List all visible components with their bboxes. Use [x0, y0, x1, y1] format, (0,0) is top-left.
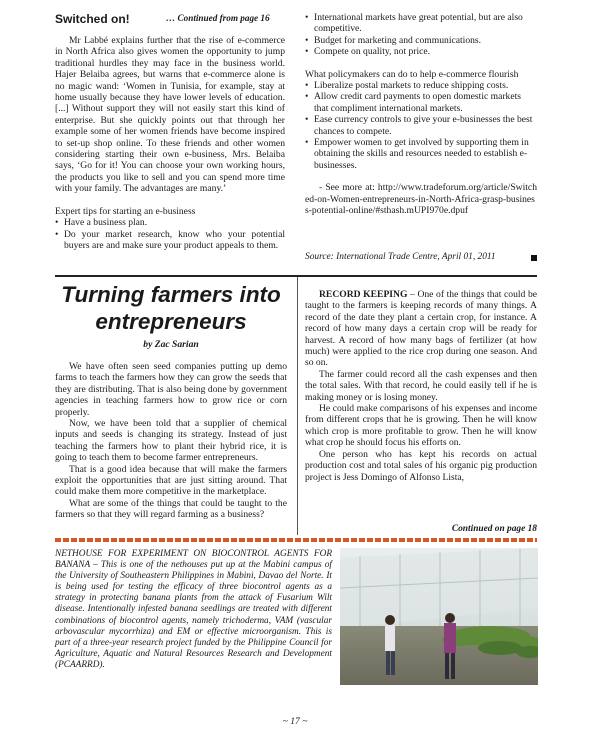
- article-title: Switched on!: [55, 12, 130, 26]
- feature-title: Turning farmers into entrepreneurs: [61, 282, 281, 334]
- byline: by Zac Sarian: [143, 339, 199, 350]
- tip-item-text: Do your market research, know who your potential buyers are and make sure your product appeals to them.: [64, 228, 285, 251]
- body-paragraph: [305, 289, 537, 369]
- subhead: RECORD KEEPING: [319, 289, 408, 300]
- end-mark-icon: [531, 255, 537, 261]
- policy-item: • Empower women to get involved by supporting them in obtaining the skills and resources needed to establish e-businesses.: [305, 137, 537, 171]
- source-text: Source: International Trade Centre, April 01, 2011: [305, 252, 496, 262]
- section-divider: [55, 275, 537, 277]
- article-column-1: [55, 35, 285, 251]
- body-paragraph: That is a good idea because that will make the farmers exploit the opportunities that are just sitting around. That could make them more competitive in the marketplace.: [55, 463, 287, 498]
- page-number: ~ 17 ~: [282, 716, 308, 727]
- tip-item: • Budget for marketing and communications.: [305, 35, 537, 46]
- feature-column-1: [55, 361, 287, 521]
- body-paragraph: The farmer could record all the cash expenses and then the total sales. With that record, he could easily tell if he is making money or is losing money.: [305, 368, 537, 403]
- tips-heading: Expert tips for starting an e-business: [55, 205, 196, 217]
- source-line: [305, 252, 537, 262]
- continued-from-label: … Continued from page 16: [166, 13, 270, 23]
- tip-item: [55, 229, 285, 252]
- photo-caption: NETHOUSE FOR EXPERIMENT ON BIOCONTROL AGENTS FOR BANANA – This is one of the nethouses put up at the Mabini campus of the University of Southeastern Philippines in Mabini, Davao del Norte. It is being used for testing the efficacy of three biocontrol agents as a strategy in protecting banana plants from the attack of Fusarium Wilt disease. Intentionally infested banana seedlings are treated with different combinations of biocontrol agents, namely trichoderma, VAM (vascular arbovascular mycorrhiza) and EM or effective microorganism. This is part of a three-year research project funded by the Philippine Council for Agriculture, Aquatic and Natural Resources Research and Development (PCAARRD).: [55, 549, 332, 670]
- dashed-divider: [55, 538, 537, 542]
- policy-item: • Allow credit card payments to open domestic markets that compliment international markets.: [305, 91, 537, 114]
- policy-item: • Ease currency controls to give your e-businesses the best chances to compete.: [305, 114, 537, 137]
- see-more-link[interactable]: - See more at: http://www.tradeforum.org/article/Switched-on-Women-entrepreneurs-in-North-Africa-grasp-business-potential-online/#sthash.mUPI970e.dpuf: [305, 182, 537, 217]
- column-divider: [297, 277, 298, 535]
- body-paragraph: What are some of the things that could be taught to the farmers so that they will regard farming as a business?: [55, 497, 287, 521]
- policy-item: • Liberalize postal markets to reduce shipping costs.: [305, 80, 537, 91]
- body-paragraph: Mr Labbé explains further that the rise of e-commerce in North Africa also gives women the opportunity to jump traditional hurdles they may face in the business world. Hajer Belaiba agrees, but warns that e-commerce alone is no magic wand: ‘Women in Tunisia, for example, stay at home usually because they have lower levels of education. [...] Without support they will not easily start this kind of enterprise. But she quickly points out that through her example some of her women friends have become inspired to set-up shop online. To these friends and other women considering starting their own e-business, Mrs. Belaiba says, ‘Go for it! You can choose your own working hours, the products you like to sell and you can spend more time with your family. The advantages are many.’: [55, 35, 285, 195]
- tip-item: • International markets have great potential, but are also competitive.: [305, 12, 537, 35]
- continued-on-label: Continued on page 18: [451, 524, 537, 534]
- nethouse-photo: [340, 548, 538, 685]
- subhead-text: – One of the things that could be taught to the farmers is keeping records of many things. A record of the date they plant a certain crop, for instance. A record of how many days a certain crop will be ready for harvest. A record of how many bags of fertilizer (at how much) were applied to the rice crop during one season. And so on.: [305, 289, 538, 369]
- article-column-2: [305, 12, 537, 217]
- body-paragraph: We have often seen seed companies putting up demo farms to teach the farmers how they can grow the seeds that they are distributing. That is also being done by government agencies in teaching farmers how to grow rice or corn properly.: [55, 361, 287, 418]
- body-paragraph: He could make comparisons of his expenses and income from different crops that he is growing. Then he will know which crop is more profitable to grow. Then he will know what crop he should focus his efforts on.: [305, 403, 537, 449]
- nethouse-illustration: [340, 548, 538, 685]
- body-paragraph: One person who has kept his records on actual production cost and total sales of his organic pig production project is Jess Domingo of Alfonso Lista,: [305, 448, 537, 483]
- tip-item: • Have a business plan.: [55, 217, 285, 228]
- tip-item: • Compete on quality, not price.: [305, 46, 537, 57]
- policy-heading: What policymakers can do to help e-commerce flourish: [305, 68, 519, 80]
- body-paragraph: Now, we have been told that a supplier of chemical inputs and seeds is changing its strategy. Instead of just teaching the farmers how to plant their hybrid rice, it is going to teach them to become farmer entrepreneurs.: [55, 418, 287, 464]
- feature-column-2: [305, 289, 537, 483]
